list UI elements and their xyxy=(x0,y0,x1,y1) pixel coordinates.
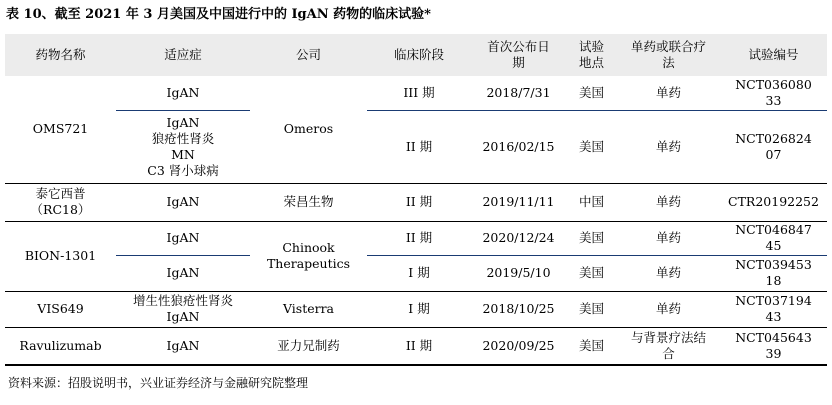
therapy-cell: 单药 xyxy=(617,110,720,183)
header-trial-id: 试验编号 xyxy=(720,34,827,76)
company-line: Chinook xyxy=(282,240,335,255)
indication-cell: IgAN xyxy=(116,327,250,365)
date-cell: 2020/12/24 xyxy=(471,221,566,255)
trial-id-cell: CTR20192252 xyxy=(720,183,827,221)
date-cell: 2020/09/25 xyxy=(471,327,566,365)
location-cell: 美国 xyxy=(566,255,617,291)
table-row xyxy=(5,76,827,110)
drug-cell: OMS721 xyxy=(5,76,116,183)
date-cell: 2018/7/31 xyxy=(471,76,566,110)
trial-id-cell xyxy=(720,110,827,183)
trial-id-cell xyxy=(720,221,827,255)
indication-line: C3 肾小球病 xyxy=(147,162,219,178)
trial-id-cell xyxy=(720,255,827,291)
header-date-line: 期 xyxy=(512,55,525,70)
trial-id-line: NCT045643 xyxy=(735,329,812,345)
therapy-cell: 单药 xyxy=(617,183,720,221)
trial-id-cell xyxy=(720,76,827,110)
date-cell: 2016/02/15 xyxy=(471,110,566,183)
therapy-cell: 单药 xyxy=(617,221,720,255)
table-row xyxy=(5,221,827,255)
company-cell: 荣昌生物 xyxy=(250,183,367,221)
header-date-line: 首次公布日 xyxy=(487,39,550,54)
therapy-line: 与背景疗法结 xyxy=(630,329,706,345)
indication-line: IgAN xyxy=(166,309,200,324)
indication-line: MN xyxy=(171,146,195,162)
phase-cell: II 期 xyxy=(367,327,471,365)
table-row xyxy=(5,327,827,365)
location-cell: 美国 xyxy=(566,110,617,183)
header-company: 公司 xyxy=(250,34,367,76)
header-location xyxy=(566,34,617,76)
trial-id-cell xyxy=(720,327,827,365)
header-location-line: 地点 xyxy=(578,55,604,70)
trial-id-line: NCT039453 xyxy=(735,257,812,272)
indication-cell: IgAN xyxy=(116,183,250,221)
phase-cell: II 期 xyxy=(367,110,471,183)
trial-id-line: NCT036080 xyxy=(735,76,812,92)
company-cell: Visterra xyxy=(250,291,367,327)
header-therapy-line: 单药或联合疗 xyxy=(630,39,706,54)
clinical-trials-table xyxy=(5,34,827,366)
therapy-line: 合 xyxy=(662,345,675,361)
indication-cell: IgAN xyxy=(116,255,250,291)
source-note: 资料来源：招股说明书，兴业证券经济与金融研究院整理 xyxy=(8,376,309,390)
indication-cell: IgAN xyxy=(116,76,250,110)
date-cell: 2018/10/25 xyxy=(471,291,566,327)
phase-cell: I 期 xyxy=(367,291,471,327)
indication-cell: IgAN xyxy=(116,221,250,255)
header-drug: 药物名称 xyxy=(5,34,116,76)
indication-cell xyxy=(116,110,250,183)
drug-cell: Ravulizumab xyxy=(5,327,116,365)
header-phase: 临床阶段 xyxy=(367,34,471,76)
header-indication: 适应症 xyxy=(116,34,250,76)
trial-id-line: NCT037194 xyxy=(735,293,812,308)
trial-id-line: 39 xyxy=(765,345,782,361)
location-cell: 美国 xyxy=(566,291,617,327)
location-cell: 美国 xyxy=(566,327,617,365)
table-row xyxy=(5,183,827,221)
trial-id-line: 18 xyxy=(765,273,782,288)
therapy-cell: 单药 xyxy=(617,255,720,291)
trial-id-cell xyxy=(720,291,827,327)
trial-id-line: NCT046847 xyxy=(735,222,812,237)
location-cell: 中国 xyxy=(566,183,617,221)
drug-cell xyxy=(5,183,116,221)
trial-id-line: 45 xyxy=(765,238,782,253)
trial-id-line: NCT026824 xyxy=(735,130,812,146)
company-cell xyxy=(250,221,367,291)
header-row xyxy=(5,34,827,76)
table-title: 表 10、截至 2021 年 3 月美国及中国进行中的 IgAN 药物的临床试验* xyxy=(6,7,431,22)
indication-line: 增生性狼疮性肾炎 xyxy=(132,293,233,308)
company-line: Therapeutics xyxy=(266,256,351,271)
indication-cell xyxy=(116,291,250,327)
phase-cell: II 期 xyxy=(367,183,471,221)
therapy-cell xyxy=(617,327,720,365)
phase-cell: III 期 xyxy=(367,76,471,110)
location-cell: 美国 xyxy=(566,76,617,110)
header-location-line: 试验 xyxy=(578,39,604,54)
header-therapy xyxy=(617,34,720,76)
trial-id-line: 33 xyxy=(765,92,782,108)
indication-line: IgAN xyxy=(166,114,200,130)
table-row xyxy=(5,291,827,327)
company-cell: 亚力兄制药 xyxy=(250,327,367,365)
trial-id-line: 07 xyxy=(765,146,782,162)
drug-cell: VIS649 xyxy=(5,291,116,327)
date-cell: 2019/5/10 xyxy=(471,255,566,291)
table-row xyxy=(5,255,827,291)
drug-line: （RC18） xyxy=(30,202,91,217)
drug-cell: BION-1301 xyxy=(5,221,116,291)
phase-cell: II 期 xyxy=(367,221,471,255)
location-cell: 美国 xyxy=(566,221,617,255)
indication-line: 狼疮性肾炎 xyxy=(151,130,215,146)
phase-cell: I 期 xyxy=(367,255,471,291)
header-therapy-line: 法 xyxy=(662,55,675,70)
date-cell: 2019/11/11 xyxy=(471,183,566,221)
trial-id-line: 43 xyxy=(765,309,782,324)
company-cell: Omeros xyxy=(250,76,367,183)
table-row xyxy=(5,110,827,183)
header-date xyxy=(471,34,566,76)
therapy-cell: 单药 xyxy=(617,76,720,110)
therapy-cell: 单药 xyxy=(617,291,720,327)
drug-line: 泰它西普 xyxy=(35,186,86,201)
